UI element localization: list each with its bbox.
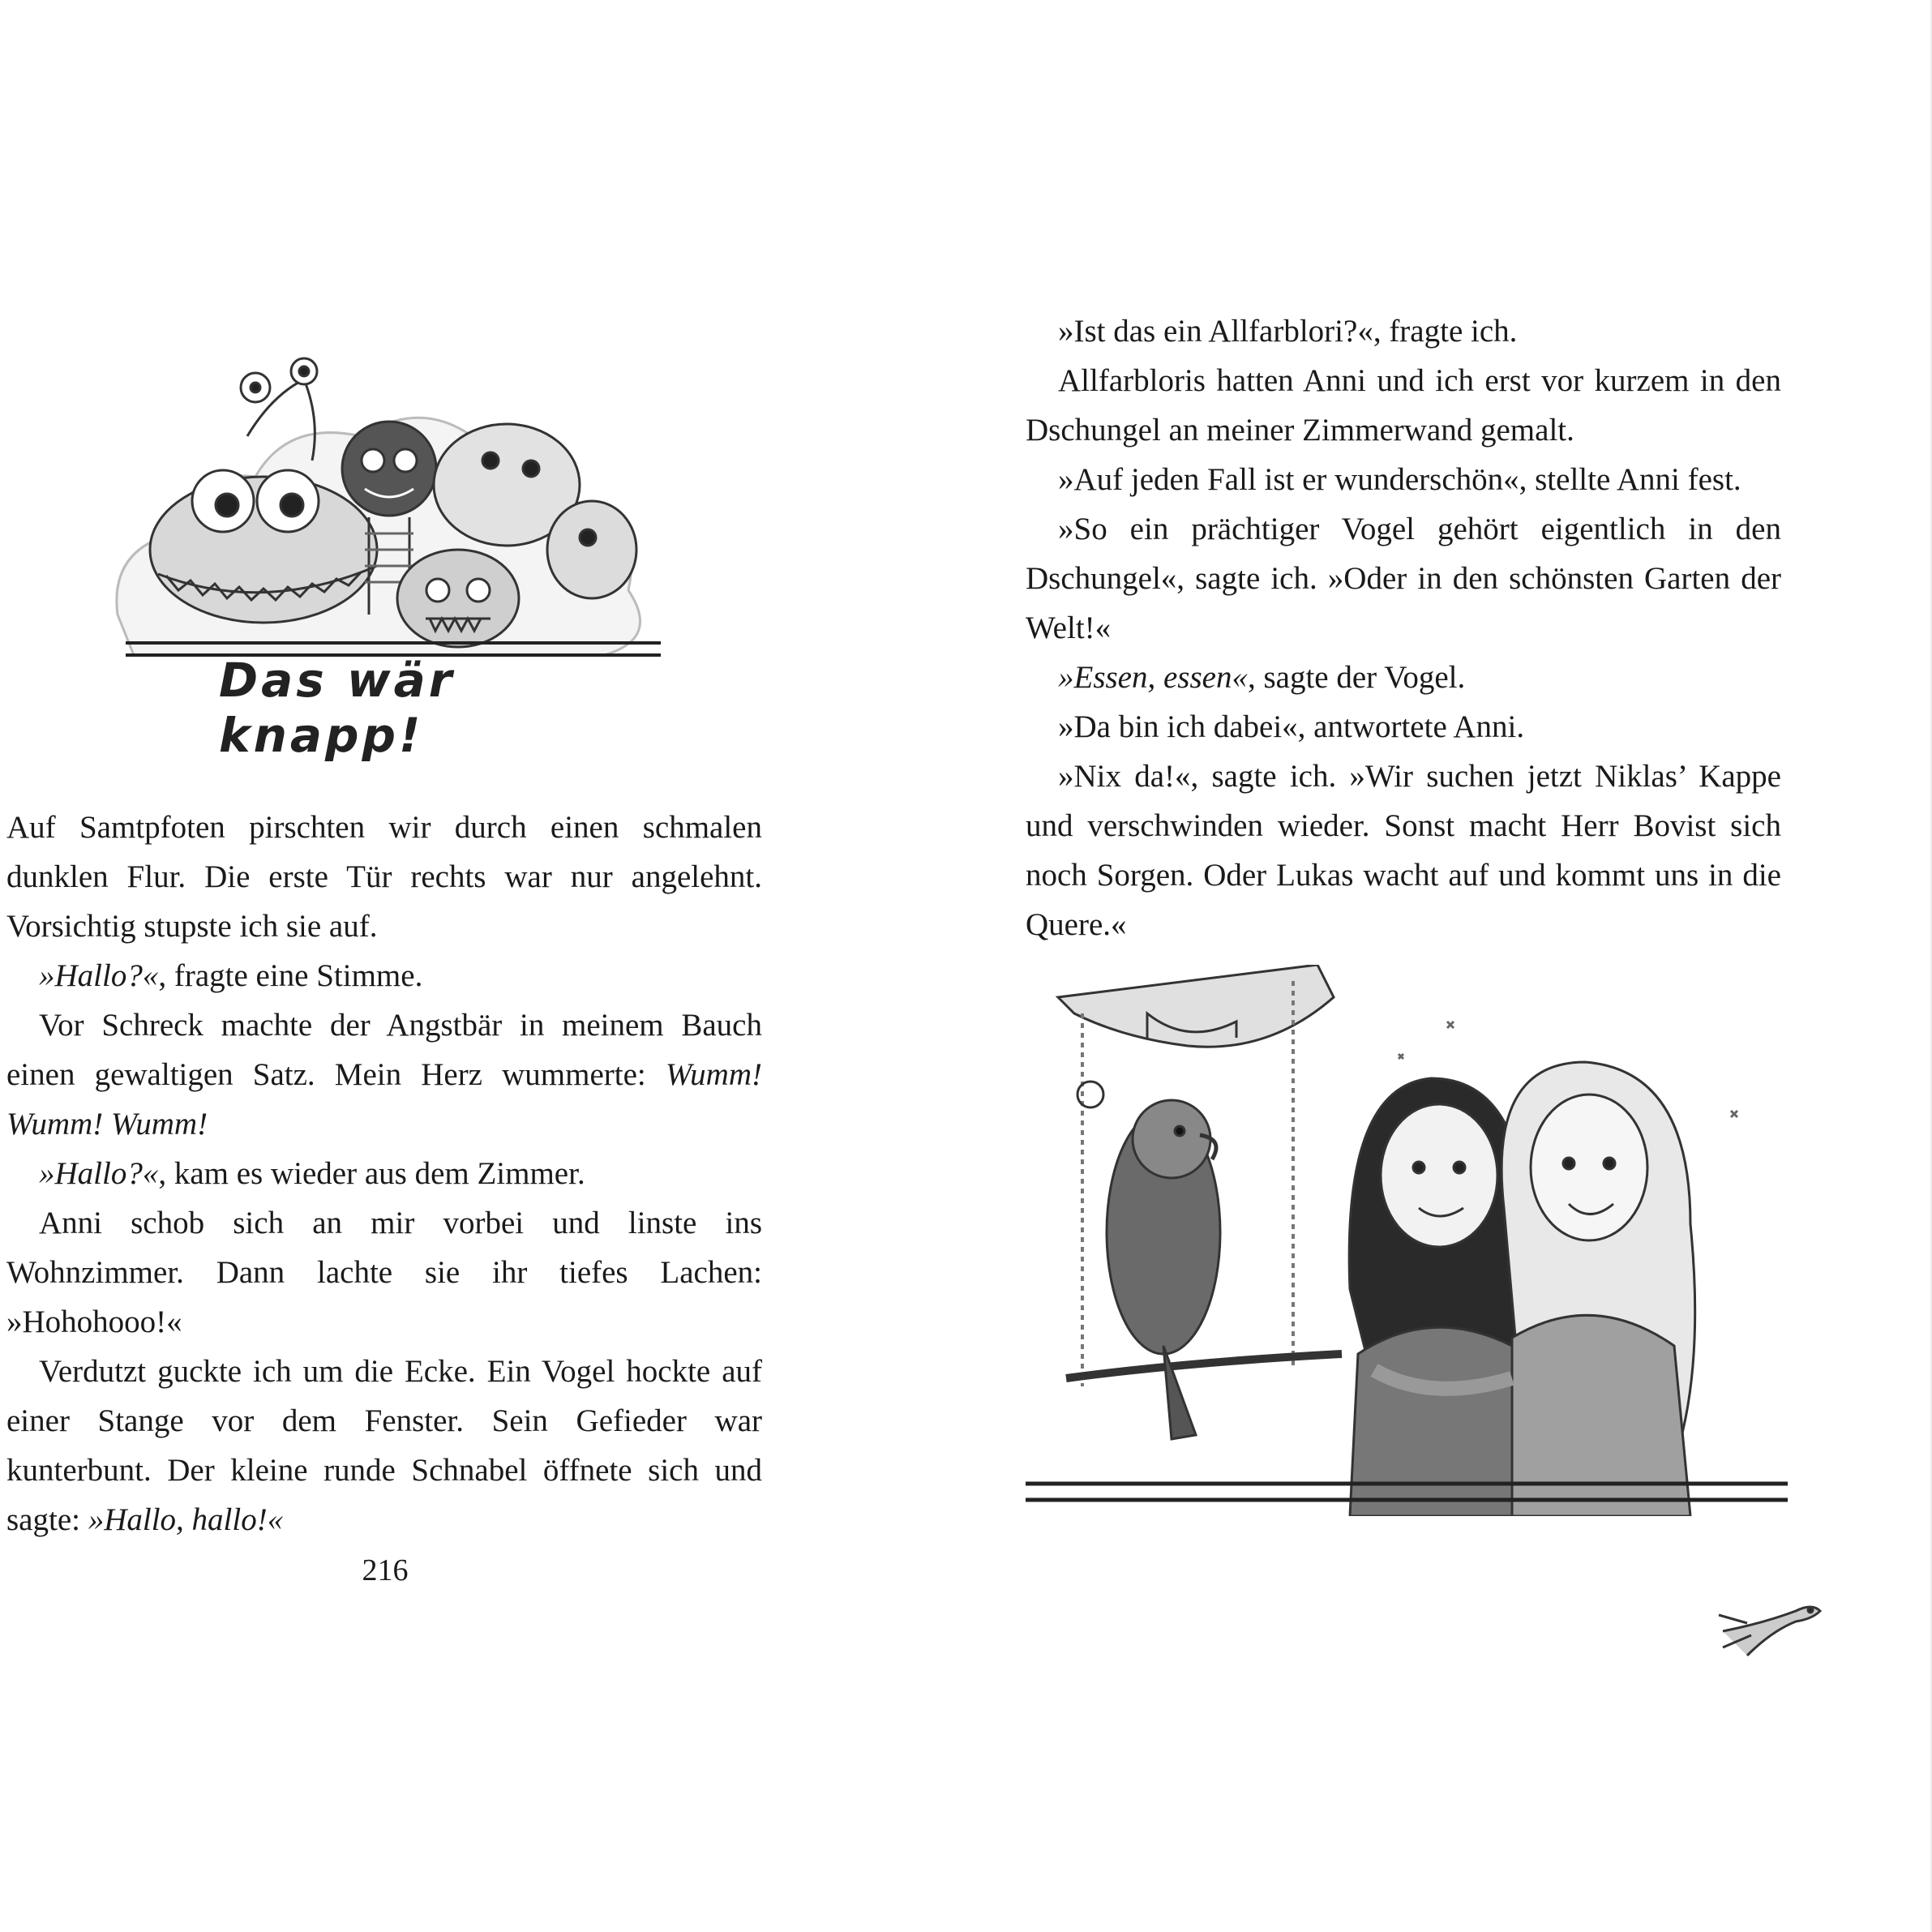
right-body-text (1026, 306, 1781, 949)
italic-text: Wumm! Wumm! Wumm! (6, 1057, 762, 1142)
paragraph: »So ein prächtiger Vogel gehört eigentlich in den Dschungel«, sagte ich. »Oder in den schönsten Garten der Welt!« (1026, 512, 1781, 645)
illustration-title: Das wär knapp! (219, 653, 456, 763)
paragraph: »Ist das ein Allfarblori?«, fragte ich. (1058, 314, 1518, 349)
italic-text: »Essen, essen« (1058, 660, 1248, 695)
paragraph (6, 1149, 762, 1198)
paragraph: Allfarbloris hatten Anni und ich erst vor kurzem in den Dschungel an meiner Zimmerwand gemalt. (1026, 363, 1781, 448)
paragraph: Auf Samtpfoten pirschten wir durch einen schmalen dunklen Flur. Die erste Tür rechts war nur angelehnt. Vorsichtig stupste ich sie auf. (6, 810, 762, 944)
paragraph: Anni schob sich an mir vorbei und linste ins Wohnzimmer. Dann lachte sie ihr tiefes Lachen: »Hohohooo!« (6, 1206, 762, 1339)
swallow-ornament (1715, 1591, 1828, 1672)
paragraph (6, 1347, 762, 1544)
paragraph: »Da bin ich dabei«, antwortete Anni. (1058, 709, 1525, 744)
paragraph: »Auf jeden Fall ist er wunderschön«, stellte Anni fest. (1058, 462, 1741, 497)
text: , fragte eine Stimme. (158, 958, 423, 993)
text: Verdutzt guckte ich um die Ecke. Ein Vogel hockte auf einer Stange vor dem Fenster. Sein Gefieder war kunterbunt. Der kleine runde Schnabel öffnete sich und sagte: (6, 1354, 762, 1537)
paragraph (1026, 653, 1781, 702)
italic-text: »Hallo, hallo!« (88, 1502, 284, 1537)
italic-text: »Hallo?« (39, 958, 159, 993)
paragraph (6, 1000, 762, 1149)
paragraph: »Nix da!«, sagte ich. »Wir suchen jetzt Niklas’ Kappe und verschwinden wieder. Sonst macht Herr Bovist sich noch Sorgen. Oder Lukas wacht auf und kommt uns in die Quere.« (1026, 759, 1781, 942)
text: Vor Schreck machte der Angstbär in meinem Bauch einen gewaltigen Satz. Mein Herz wummerte: (6, 1008, 762, 1092)
italic-text: »Hallo?« (39, 1156, 159, 1191)
text: , sagte der Vogel. (1247, 660, 1466, 695)
right-page (966, 0, 1932, 1932)
paragraph (6, 951, 762, 1000)
page-number: 216 (362, 1553, 409, 1587)
left-body-text (6, 803, 762, 1544)
girls-and-parrot-illustration (1026, 965, 1788, 1516)
text: , kam es wieder aus dem Zimmer. (158, 1156, 585, 1191)
